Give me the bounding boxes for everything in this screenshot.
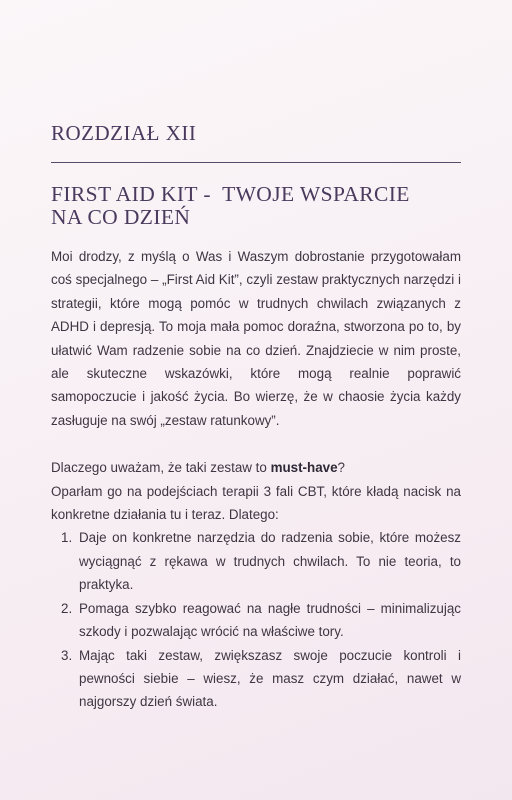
list-item-number: 3. bbox=[61, 647, 73, 663]
chapter-title bbox=[51, 183, 466, 229]
reasons-list bbox=[51, 526, 461, 713]
list-item-number: 2. bbox=[61, 600, 73, 616]
list-item-text: Mając taki zestaw, zwiększasz swoje poczucie kontroli i pewności siebie – wiesz, że masz czym działać, nawet w najgorszy dzień świata. bbox=[79, 647, 461, 710]
list-item bbox=[51, 644, 461, 714]
list-item bbox=[51, 597, 461, 644]
intro-paragraph: Moi drodzy, z myślą o Was i Waszym dobrostanie przygotowałam coś specjalnego – „First Aid Kit”, czyli zestaw praktycznych narzędzi i strategii, które mogą pomóc w trudnych chwilach związanych z ADHD i depresją. To moja mała pomoc doraźna, stworzona po to, by ułatwić Wam radzenie sobie na co dzień. Znajdziecie w nim proste, ale skuteczne wskazówki, które mogą realnie poprawić samopoczucie i jakość życia. Bo wierzę, że w chaosie życia każdy zasługuje na swój „zestaw ratunkowy”. bbox=[51, 249, 461, 428]
list-item-text: Pomaga szybko reagować na nagłe trudności – minimalizując szkody i pozwalając wrócić na właściwe tory. bbox=[79, 600, 461, 640]
basis-paragraph: Oparłam go na podejściach terapii 3 fali CBT, które kładą nacisk na konkretne działania tu i teraz. Dlatego: bbox=[51, 483, 461, 523]
list-item-number: 1. bbox=[61, 530, 73, 546]
question-prefix: Dlaczego uważam, że taki zestaw to bbox=[51, 460, 271, 476]
list-item-text: Daje on konkretne narzędzia do radzenia sobie, które możesz wyciągnąć z rękawa w trudnych chwilach. To nie teoria, to praktyka. bbox=[79, 530, 461, 593]
question-bold: must-have bbox=[270, 460, 338, 476]
question-line bbox=[51, 456, 461, 479]
chapter-label: ROZDZIAŁ XII bbox=[51, 121, 197, 145]
list-item bbox=[51, 526, 461, 596]
body-text bbox=[51, 245, 461, 714]
title-line-1: FIRST AID KIT - TWOJE WSPARCIE bbox=[51, 182, 410, 206]
title-line-2: NA CO DZIEŃ bbox=[51, 205, 191, 229]
divider bbox=[51, 162, 461, 163]
question-suffix: ? bbox=[337, 460, 345, 476]
